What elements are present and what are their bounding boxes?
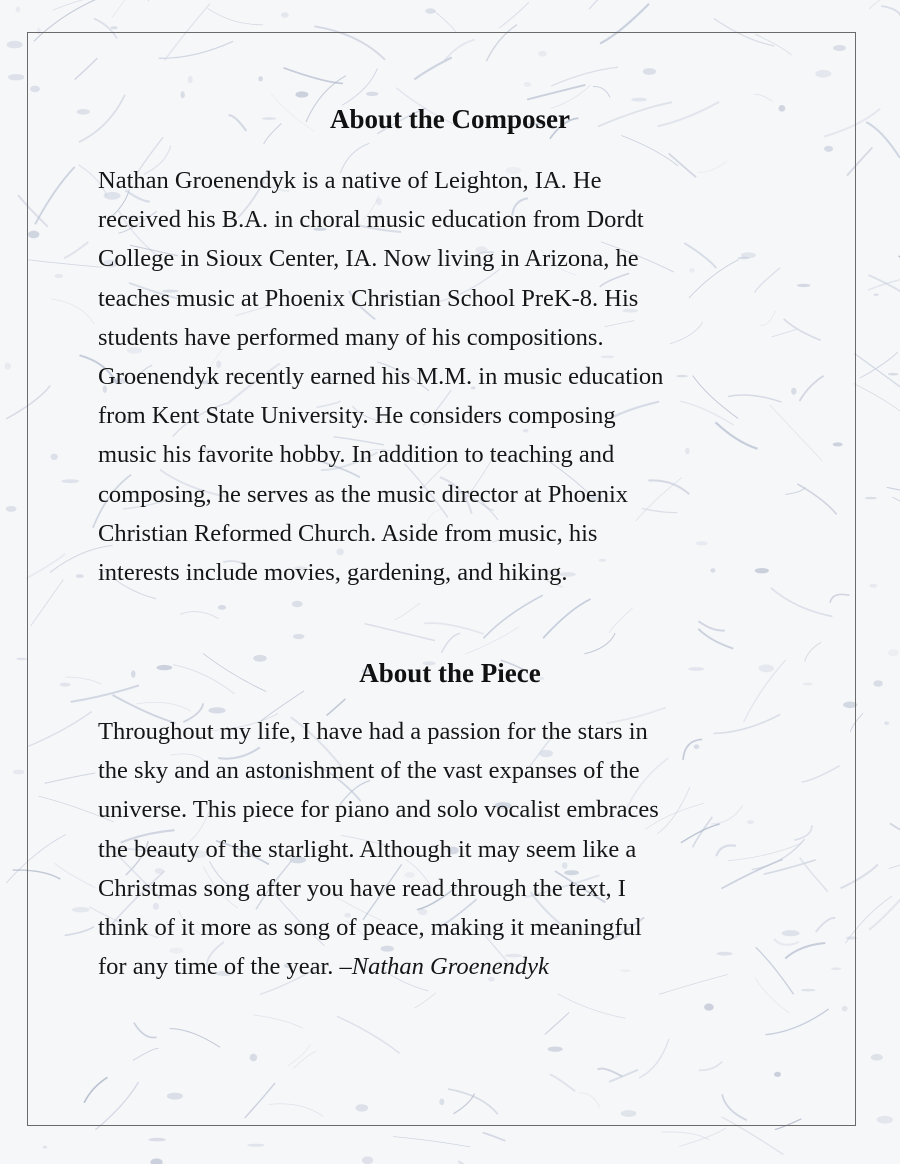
bio-line: from Kent State University. He considers composing: [98, 402, 616, 430]
marble-vein: [889, 836, 900, 868]
marble-speck: [869, 584, 877, 588]
composer-signature: –Nathan Groenendyk: [339, 953, 549, 981]
marble-speck: [6, 506, 17, 512]
marble-speck: [362, 1156, 373, 1164]
marble-speck: [7, 41, 23, 49]
marble-speck: [865, 497, 877, 499]
composer-bio: [98, 161, 818, 592]
notes-last-line-text: for any time of the year.: [98, 953, 340, 981]
notes-line: [98, 947, 818, 986]
piece-notes: [98, 712, 818, 986]
marble-vein: [208, 8, 264, 24]
marble-vein: [499, 2, 529, 28]
marble-vein: [890, 823, 900, 846]
bio-line: College in Sioux Center, IA. Now living in Arizona, he: [98, 245, 639, 273]
marble-vein: [393, 1137, 470, 1147]
marble-speck: [874, 294, 879, 296]
marble-vein: [483, 1133, 506, 1141]
marble-vein: [869, 874, 900, 929]
notes-line: the beauty of the starlight. Although it may seem like a: [98, 835, 637, 863]
bio-line: students have performed many of his compositions.: [98, 323, 604, 351]
marble-speck: [425, 8, 435, 13]
notes-line: Christmas song after you have read through the text, I: [98, 874, 626, 902]
marble-vein: [148, 0, 182, 1]
bio-line: interests include movies, gardening, and hiking.: [98, 559, 568, 587]
marble-speck: [8, 74, 24, 80]
bio-line: Groenendyk recently earned his M.M. in music education: [98, 363, 664, 391]
bio-line: Christian Reformed Church. Aside from music, his: [98, 519, 598, 547]
notes-line: Throughout my life, I have had a passion for the stars in: [98, 718, 648, 745]
marble-speck: [148, 1138, 166, 1142]
bio-line: composing, he serves as the music director at Phoenix: [98, 480, 629, 508]
composer-heading: About the Composer: [330, 104, 570, 134]
marble-vein: [434, 11, 456, 32]
marble-speck: [111, 26, 118, 29]
marble-speck: [888, 373, 898, 376]
bio-line: Nathan Groenendyk is a native of Leighton, IA. He: [98, 167, 602, 194]
marble-vein: [887, 487, 900, 505]
marble-speck: [888, 649, 899, 656]
piece-heading: About the Piece: [359, 658, 541, 688]
marble-speck: [247, 1144, 264, 1147]
notes-line: the sky and an astonishment of the vast expanses of the: [98, 757, 640, 785]
marble-speck: [871, 1054, 883, 1061]
marble-vein: [589, 0, 603, 9]
marble-speck: [884, 721, 889, 725]
marble-speck: [5, 363, 11, 370]
bio-line: music his favorite hobby. In addition to teaching and: [98, 441, 615, 469]
marble-vein: [112, 0, 150, 18]
marble-vein: [869, 0, 900, 9]
marble-speck: [281, 12, 289, 18]
marble-speck: [13, 770, 25, 775]
marble-vein: [892, 497, 900, 538]
marble-vein: [881, 6, 900, 21]
marble-speck: [43, 1146, 47, 1149]
notes-line: think of it more as song of peace, making it meaningful: [98, 914, 642, 942]
marble-speck: [16, 6, 21, 12]
notes-line: universe. This piece for piano and solo vocalist embraces: [98, 796, 659, 824]
bio-line: received his B.A. in choral music education from Dordt: [98, 206, 644, 234]
marble-speck: [150, 1158, 162, 1164]
bio-line: teaches music at Phoenix Christian School PreK-8. His: [98, 284, 639, 312]
marble-vein: [854, 384, 900, 416]
marble-speck: [877, 1116, 893, 1124]
